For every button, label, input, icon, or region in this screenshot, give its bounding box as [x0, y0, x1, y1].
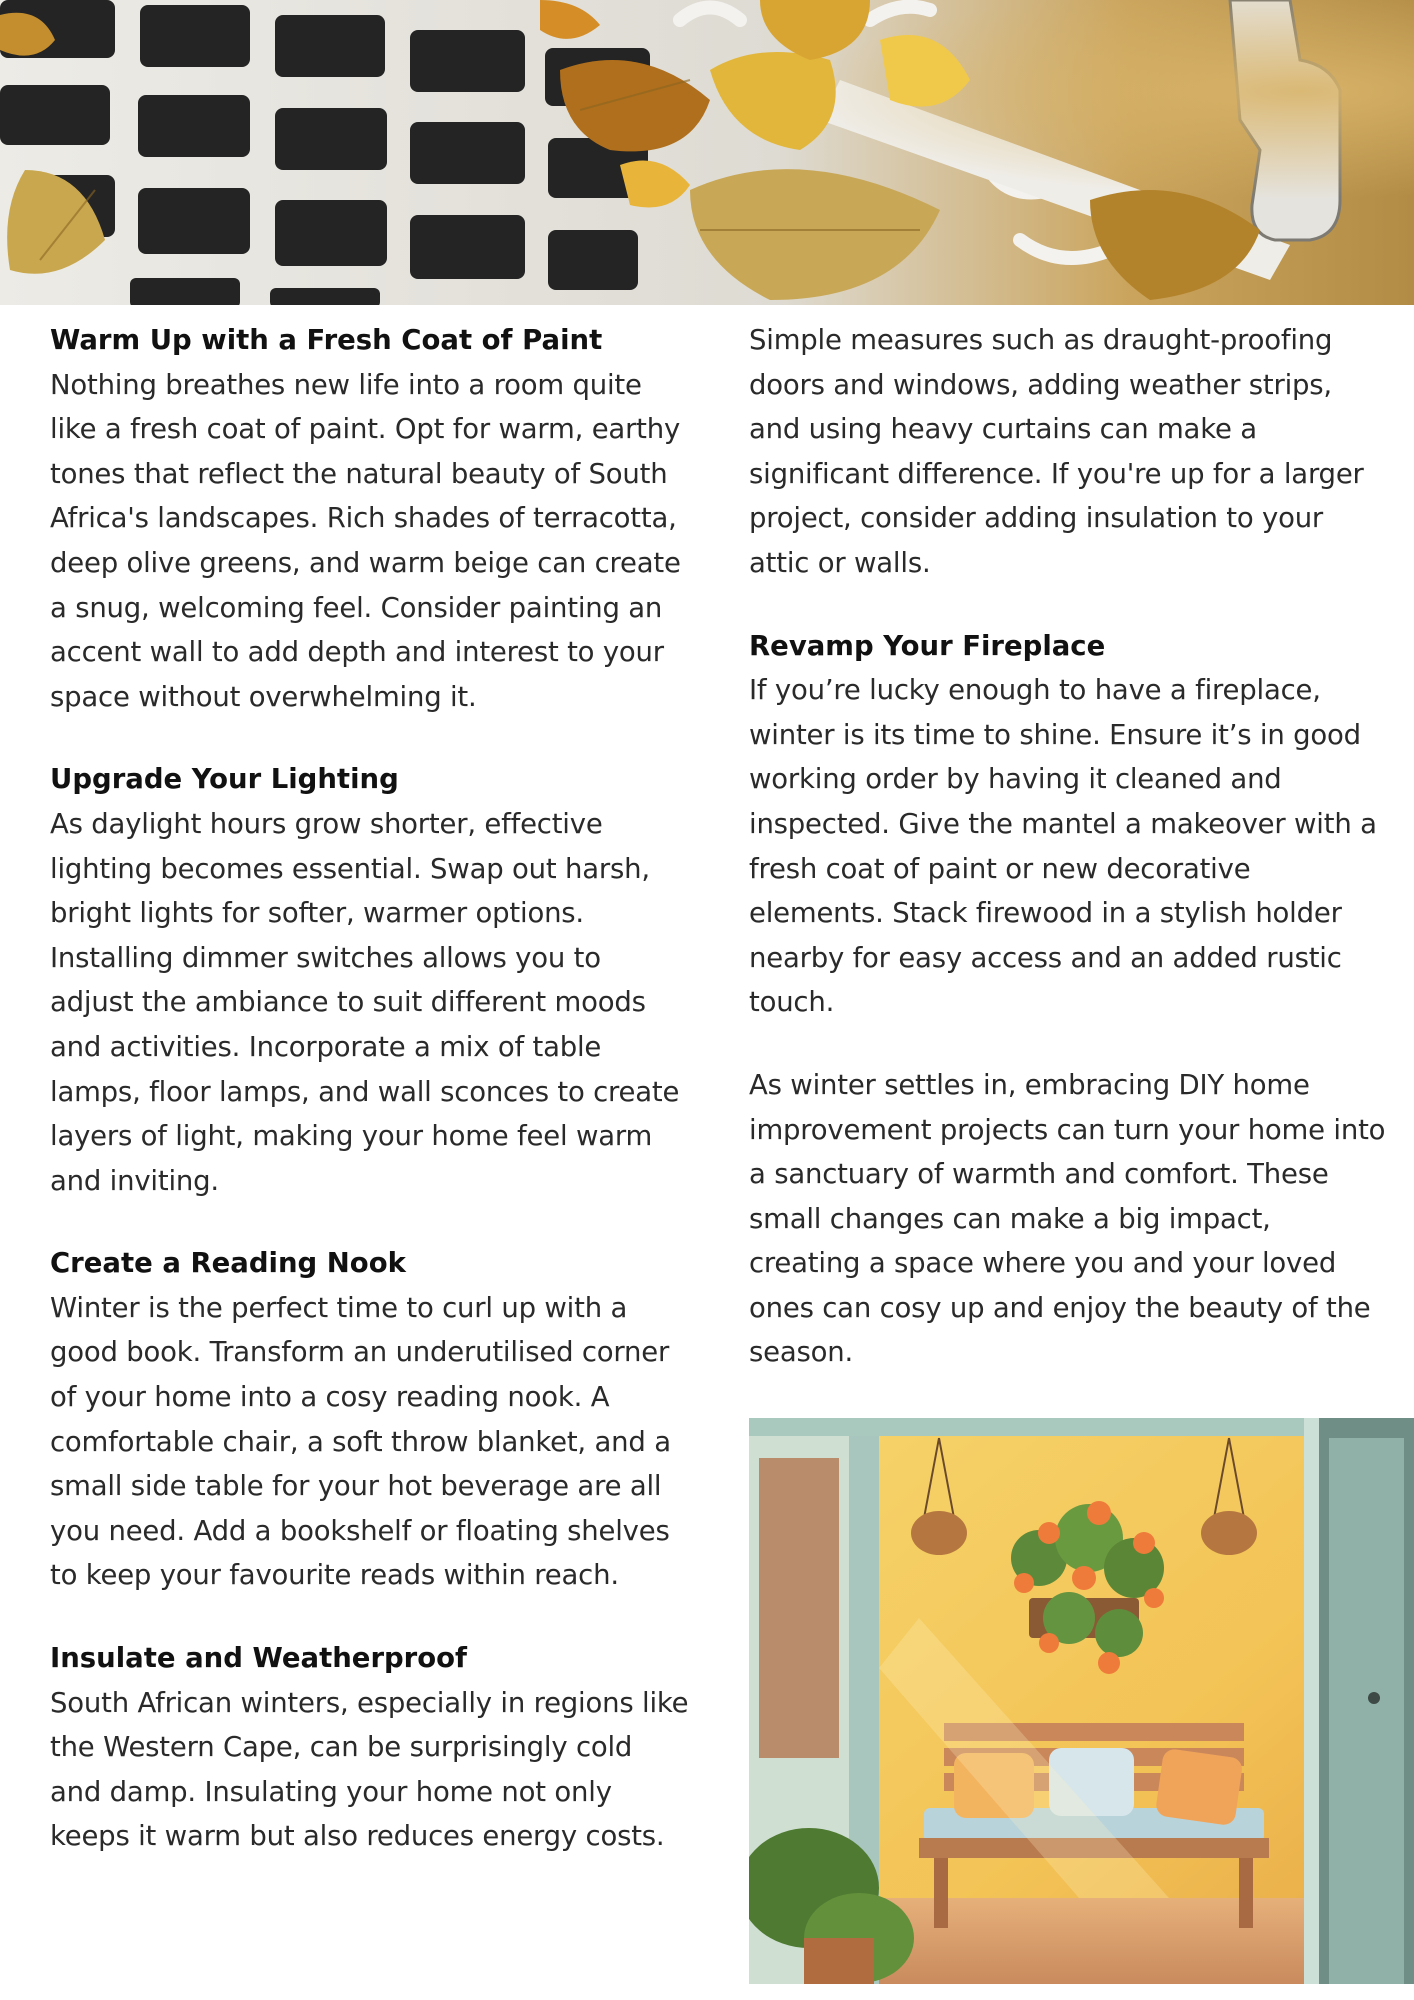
section-heading: Revamp Your Fireplace [749, 629, 1106, 662]
left-text-column [50, 318, 690, 1859]
section-weatherproof-continued [749, 318, 1389, 586]
section-revamp-fireplace [749, 624, 1389, 1025]
section-body: As daylight hours grow shorter, effective lighting becomes essential. Swap out harsh, bright lights for softer, warmer options. Installing dimmer switches allows you to adjust the ambiance to suit different moods and activities. Incorporate a mix of table lamps, floor lamps, and wall sconces to create layers of light, making your home feel warm and inviting. [50, 807, 680, 1197]
section-reading-nook [50, 1241, 690, 1598]
section-heading: Create a Reading Nook [50, 1247, 406, 1280]
section-heading: Upgrade Your Lighting [50, 763, 399, 796]
section-body: If you’re lucky enough to have a fireplace, winter is its time to shine. Ensure it’s in good working order by having it cleaned and inspected. Give the mantel a makeover with a fresh coat of paint or new decorative elements. Stack firewood in a stylish holder nearby for easy access and an added rustic touch. [749, 674, 1377, 1019]
section-conclusion [749, 1063, 1389, 1375]
section-body: As winter settles in, embracing DIY home improvement projects can turn your home into a sanctuary of warmth and comfort. These small changes can make a big impact, creating a space where you and your loved ones can cosy up and enjoy the beauty of the season. [749, 1068, 1386, 1369]
section-body: Winter is the perfect time to curl up with a good book. Transform an underutilised corner of your home into a cosy reading nook. A comfortable chair, a soft throw blanket, and a small side table for your hot beverage are all you need. Add a bookshelf or floating shelves to keep your favourite reads within reach. [50, 1291, 671, 1592]
section-heading: Insulate and Weatherproof [50, 1642, 467, 1675]
section-upgrade-lighting [50, 757, 690, 1203]
section-body: Nothing breathes new life into a room quite like a fresh coat of paint. Opt for warm, earthy tones that reflect the natural beauty of South Africa's landscapes. Rich shades of terracotta, deep olive greens, and warm beige can create a snug, welcoming feel. Consider painting an accent wall to add depth and interest to your space without overwhelming it. [50, 368, 681, 713]
right-text-column [749, 318, 1389, 1375]
section-fresh-coat-of-paint [50, 318, 690, 719]
section-body: Simple measures such as draught-proofing doors and windows, adding weather strips, and using heavy curtains can make a significant difference. If you're up for a larger project, consider adding insulation to your attic or walls. [749, 324, 1364, 579]
yellow-porch-bench-photo [749, 1418, 1414, 1984]
section-heading: Warm Up with a Fresh Coat of Paint [50, 324, 603, 356]
section-insulate-weatherproof [50, 1636, 690, 1859]
autumn-leaves-grate-photo [0, 0, 1414, 305]
hero-image [0, 0, 1414, 305]
porch-image [749, 1418, 1414, 1984]
section-body: South African winters, especially in regions like the Western Cape, can be surprisingly cold and damp. Insulating your home not only keeps it warm but also reduces energy costs. [50, 1686, 689, 1853]
